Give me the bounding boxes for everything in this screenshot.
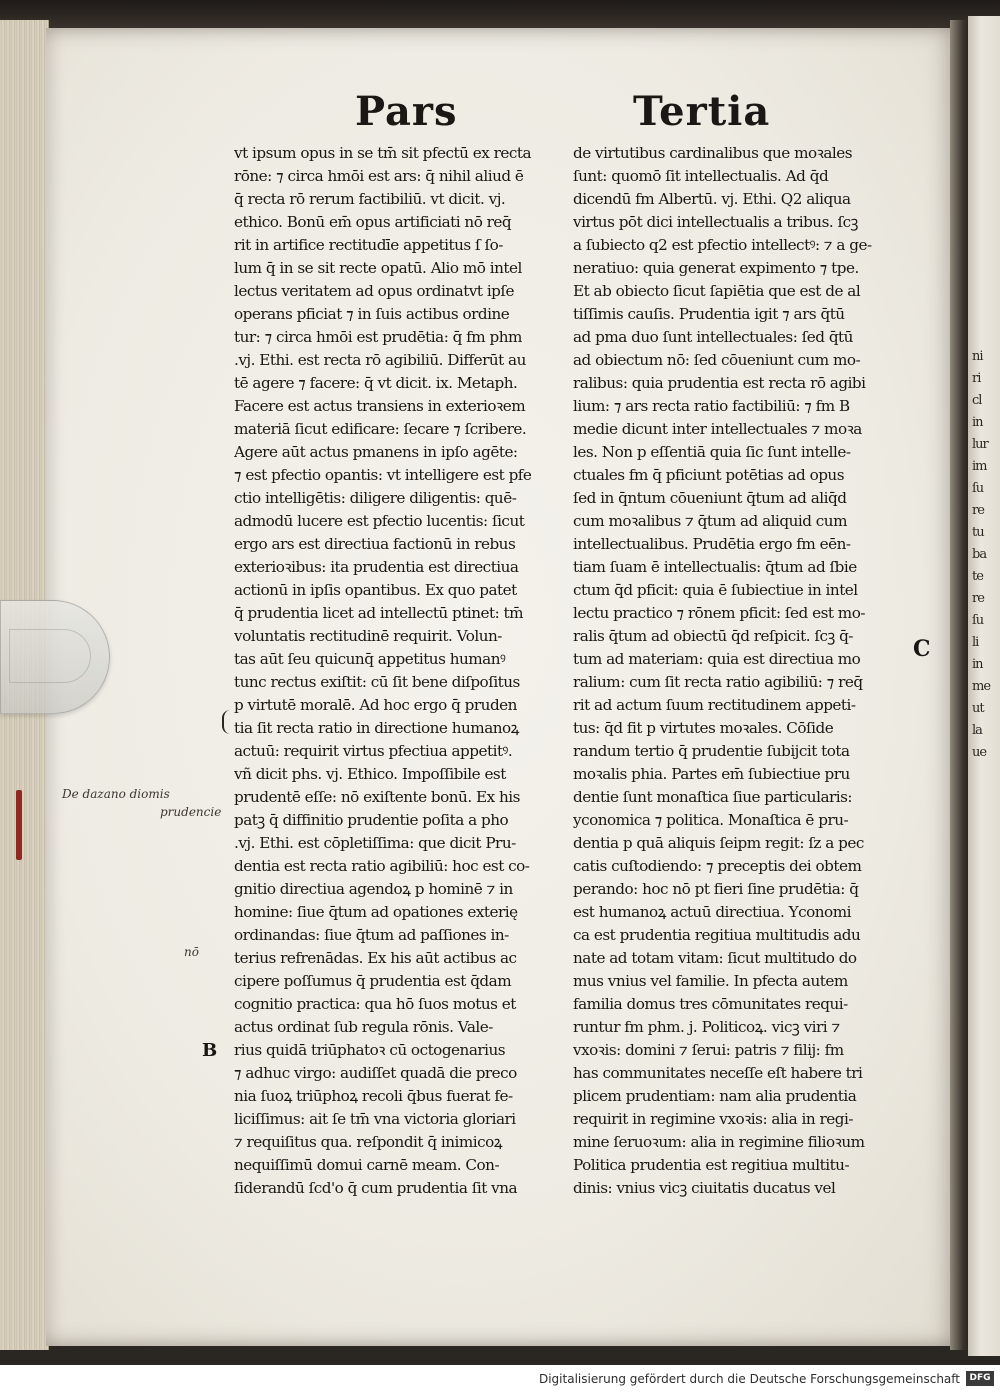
text-line: nequiſſimū domui carnē meam. Con- — [234, 1156, 500, 1174]
paragraph-mark-b: B — [202, 1040, 218, 1061]
text-line: tia ſit recta ratio in directione humanoꝝ — [234, 719, 519, 737]
margin-note: prudencie — [160, 805, 222, 819]
dfg-logo: DFG — [966, 1371, 994, 1386]
text-line: tum ad materiam: quia est directiua mo — [573, 650, 861, 668]
text-line: Facere est actus transiens in exterioꝛem — [234, 397, 526, 415]
text-line: terius refrenādas. Ex his aūt actibus ac — [234, 949, 517, 967]
text-column-right — [573, 142, 891, 1200]
text-line: p virtutē moralē. Ad hoc ergo q̄ pruden — [234, 696, 517, 714]
text-line: ad pma duo ſunt intellectuales: ſed q̄tū — [573, 328, 853, 346]
text-line: lium: ⁊ ars recta ratio factibiliū: ⁊ fm B — [573, 397, 850, 415]
text-line: rit in artifice rectitudīe appetitus ſ ſo- — [234, 236, 503, 254]
paragraph-mark-c: C — [913, 636, 931, 662]
text-line: nia ſuoꝝ triūphoꝝ recoli q̄bus fuerat fe- — [234, 1087, 513, 1105]
text-line: de virtutibus cardinalibus que moꝛales — [573, 144, 853, 162]
text-line: tē agere ⁊ facere: q̄ vt dicit. ix. Metaph. — [234, 374, 518, 392]
running-head-right: Tertia — [633, 88, 771, 135]
text-line: perando: hoc nō pt fieri ſine prudētia: q̄ — [573, 880, 859, 898]
text-line: yconomica ⁊ politica. Monaſtica ē pru- — [573, 811, 849, 829]
text-line: ralium: cum ſit recta ratio agibiliū: ⁊ req̄ — [573, 673, 863, 691]
funding-credit: Digitalisierung gefördert durch die Deutsche Forschungsgemeinschaft — [538, 1372, 960, 1386]
text-line: ſiderandū ſcd'o q̄ cum prudentia ſit vna — [234, 1179, 518, 1197]
red-rubric-mark — [16, 790, 22, 860]
text-line: q̄ prudentia licet ad intellectū ptinet: tm̄ — [234, 604, 524, 622]
text-line: dicendū fm Albertū. vj. Ethi. Q2 aliqua — [573, 190, 851, 208]
text-line: ca est prudentia regitiua multitudis adu — [573, 926, 861, 944]
text-line: medie dicunt inter intellectuales ⁊ moꝛa — [573, 420, 862, 438]
text-line: familia domus tres cōmunitates requi- — [573, 995, 848, 1013]
text-line: tus: q̄d fit p virtutes moꝛales. Cōſide — [573, 719, 834, 737]
text-line: has communitates neceſſe eſt habere tri — [573, 1064, 863, 1082]
text-line: dentie ſunt monaſtica ſiue particularis: — [573, 788, 853, 806]
text-line: liciſſimus: ait ſe tm̄ vna victoria gloriari — [234, 1110, 516, 1128]
text-line: randum tertio q̄ prudentie ſubijcit tota — [573, 742, 850, 760]
text-line: rius quidā triūphatoꝛ cū octogenarius — [234, 1041, 506, 1059]
footer-bar — [0, 1365, 1000, 1393]
text-line: catis cuſtodiendo: ⁊ preceptis dei obtem — [573, 857, 862, 875]
margin-note: De dazano diomis — [62, 787, 170, 801]
text-line: neratiuo: quia generat expimento ⁊ tpe. — [573, 259, 859, 277]
text-line: lectu practico ⁊ rōnem pficit: ſed est mo- — [573, 604, 865, 622]
text-line: ⁊ requiſitus qua. reſpondit q̄ inimicoꝝ — [234, 1133, 503, 1151]
text-line: tur: ⁊ circa hmōi est prudētia: q̄ fm phm — [234, 328, 522, 346]
text-line: .vj. Ethi. est recta rō agibiliū. Differūt au — [234, 351, 526, 369]
text-line: ⁊ adhuc virgo: audiſſet quadā die preco — [234, 1064, 517, 1082]
text-column-left — [234, 142, 554, 1200]
text-line: lectus veritatem ad opus ordinatvt ipſe — [234, 282, 515, 300]
margin-brace — [222, 710, 234, 734]
text-line: tas aūt ſeu quicunq̄ appetitus humanꝰ — [234, 650, 506, 668]
text-line: est humanoꝝ actuū directiua. Yconomi — [573, 903, 851, 921]
text-line: prudentē eſſe: nō exiſtente bonū. Ex his — [234, 788, 520, 806]
text-line: dinis: vnius vicꝫ ciuitatis ducatus vel — [573, 1179, 836, 1197]
text-line: tunc rectus exiſtit: cū ſit bene diſpoſitus — [234, 673, 520, 691]
text-line: ergo ars est directiua factionū in rebus — [234, 535, 516, 553]
text-line: ſed in q̄ntum cōueniunt q̄tum ad aliq̄d — [573, 489, 847, 507]
text-line: ſunt: quomō ſit intellectualis. Ad q̄d — [573, 167, 829, 185]
text-line: ctum q̄d pficit: quia ē ſubiectiue in intel — [573, 581, 858, 599]
margin-note: nō — [184, 945, 199, 959]
text-line: homine: ſiue q̄tum ad opationes exterię — [234, 903, 518, 921]
text-line: Politica prudentia est regitiua multitu- — [573, 1156, 850, 1174]
text-line: vt ipsum opus in se tm̄ sit pfectū ex recta — [234, 144, 531, 162]
text-line: ⁊ est pfectio opantis: vt intelligere est pfe — [234, 466, 532, 484]
text-line: ordinandas: ſiue q̄tum ad paſſiones in- — [234, 926, 509, 944]
text-line: virtus pōt dici intellectualis a tribus. ſcꝫ — [573, 213, 858, 231]
text-line: rōne: ⁊ circa hmōi est ars: q̄ nihil aliud ē — [234, 167, 524, 185]
text-line: vxoꝛis: domini ⁊ ſerui: patris ⁊ filij: fm — [573, 1041, 844, 1059]
text-line: ethico. Bonū em̄ opus artificiati nō req̄ — [234, 213, 512, 231]
text-line: les. Non p eſſentiā quia ſic ſunt intelle- — [573, 443, 851, 461]
text-line: intellectualibus. Prudētia ergo fm eēn- — [573, 535, 851, 553]
text-line: Et ab obiecto ſicut ſapiētia que est de al — [573, 282, 861, 300]
text-line: ralis q̄tum ad obiectū q̄d reſpicit. ſcꝫ q̄- — [573, 627, 853, 645]
text-line: actuū: requirit virtus pfectiua appetitꝰ. — [234, 742, 513, 760]
text-line: patꝫ q̄ diffinitio prudentie poſita a pho — [234, 811, 509, 829]
text-line: mine ſeruoꝛum: alia in regimine filioꝛum — [573, 1133, 865, 1151]
text-line: admodū lucere est pfectio lucentis: ſicut — [234, 512, 525, 530]
text-line: mus vnius vel familie. In pfecta autem — [573, 972, 848, 990]
next-page-edge — [968, 16, 1000, 1356]
book-cover-edge — [0, 0, 1000, 30]
text-line: plicem prudentiam: nam alia prudentia — [573, 1087, 857, 1105]
text-line: vñ dicit phs. vj. Ethico. Impoſſibile est — [234, 765, 506, 783]
text-line: actionū in ipſis opantibus. Ex quo patet — [234, 581, 517, 599]
text-line: cum moꝛalibus ⁊ q̄tum ad aliquid cum — [573, 512, 847, 530]
text-line: gnitio directiua agendoꝝ p hominē ⁊ in — [234, 880, 513, 898]
text-line: actus ordinat ſub regula rōnis. Vale- — [234, 1018, 493, 1036]
text-line: runtur fm phm. j. Politicoꝝ. vicꝫ viri ⁊ — [573, 1018, 840, 1036]
text-line: Agere aūt actus pmanens in ipſo agēte: — [234, 443, 518, 461]
text-line: ad obiectum nō: ſed cōueniunt cum mo- — [573, 351, 861, 369]
text-line: .vj. Ethi. est cōpletiſſima: que dicit Pru- — [234, 834, 516, 852]
text-line: cognitio practica: qua hō ſuos motus et — [234, 995, 516, 1013]
text-line: requirit in regimine vxoꝛis: alia in regi- — [573, 1110, 853, 1128]
text-line: tiſſimis cauſis. Prudentia igit ⁊ ars q̄tū — [573, 305, 845, 323]
text-line: nate ad totam vitam: ſicut multitudo do — [573, 949, 857, 967]
text-line: rit ad actum ſuum rectitudinem appeti- — [573, 696, 856, 714]
text-line: exterioꝛibus: ita prudentia est directiua — [234, 558, 519, 576]
next-page-text: ni ri cl in lur im ſu re tu ba te re ſu li in me ut la ue — [972, 349, 991, 760]
running-head-left: Pars — [355, 88, 458, 135]
text-line: voluntatis rectitudinē requirit. Volun- — [234, 627, 502, 645]
text-line: lum q̄ in se sit recte opatū. Alio mō intel — [234, 259, 522, 277]
text-line: materiā ſicut edificare: ſecare ⁊ ſcribere. — [234, 420, 527, 438]
text-line: ralibus: quia prudentia est recta rō agibi — [573, 374, 866, 392]
text-line: ctio intelligētis: diligere diligentis: quē- — [234, 489, 517, 507]
paper-clip-bookmark — [0, 600, 110, 714]
text-line: q̄ recta rō rerum factibiliū. vt dicit. vj. — [234, 190, 506, 208]
text-line: a ſubiecto q2 est pfectio intellectꝰ: ⁊ a ge- — [573, 236, 872, 254]
text-line: dentia est recta ratio agibiliū: hoc est co- — [234, 857, 530, 875]
text-line: tiam ſuam ē intellectualis: q̄tum ad ſbie — [573, 558, 857, 576]
text-line: dentia p quā aliquis ſeipm regit: ſz a pec — [573, 834, 864, 852]
text-line: cipere poſſumus q̄ prudentia est q̄dam — [234, 972, 512, 990]
text-line: moꝛalis phia. Partes em̄ ſubiectiue pru — [573, 765, 850, 783]
text-line: operans pficiat ⁊ in ſuis actibus ordine — [234, 305, 510, 323]
text-line: ctuales fm q̄ pficiunt potētias ad opus — [573, 466, 845, 484]
